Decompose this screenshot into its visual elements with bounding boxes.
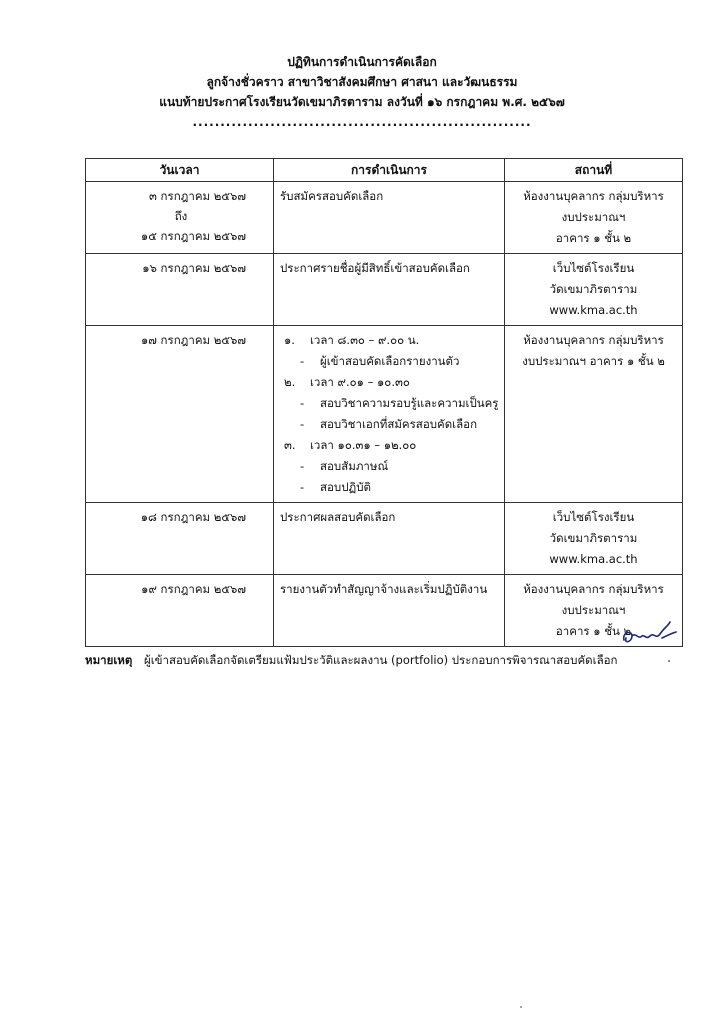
step-sub-text: สอบวิชาความรอบรู้และความเป็นครู bbox=[320, 396, 499, 410]
step-sub-text: ผู้เข้าสอบคัดเลือกรายงานตัว bbox=[320, 354, 460, 368]
table-row bbox=[86, 326, 683, 503]
place-text: ห้องงานบุคลากร กลุ่มบริหาร bbox=[523, 333, 664, 347]
date-cell bbox=[86, 503, 274, 575]
place-text: อาคาร ๑ ชั้น ๒ bbox=[555, 231, 632, 245]
date-text: ๑๕ กรกฎาคม ๒๕๖๗ bbox=[140, 229, 246, 243]
handwritten-signature bbox=[618, 618, 682, 650]
action-cell: ประกาศผลสอบคัดเลือก bbox=[274, 503, 505, 575]
place-text: วัดเขมาภิรตาราม bbox=[549, 531, 638, 545]
step-sub-item bbox=[280, 414, 500, 435]
table-row bbox=[86, 503, 683, 575]
place-text: เว็บไซต์โรงเรียน bbox=[552, 261, 635, 275]
step-sub-item bbox=[280, 393, 500, 414]
place-text: เว็บไซต์โรงเรียน bbox=[552, 510, 635, 524]
document-header bbox=[0, 52, 724, 130]
step-item bbox=[280, 372, 500, 393]
column-header-action: การดำเนินการ bbox=[274, 159, 505, 182]
place-cell bbox=[505, 182, 683, 254]
scan-speck bbox=[668, 660, 670, 662]
date-text: ๑๖ กรกฎาคม ๒๕๖๗ bbox=[142, 261, 246, 275]
action-cell: ประกาศรายชื่อผู้มีสิทธิ์เข้าสอบคัดเลือก bbox=[274, 254, 505, 326]
step-time: เวลา ๙.๐๑ – ๑๐.๓๐ bbox=[310, 375, 410, 389]
place-text: ห้องงานบุคลากร กลุ่มบริหาร bbox=[523, 189, 664, 203]
header-attachment-line: แนบท้ายประกาศโรงเรียนวัดเขมาภิรตาราม ลงวันที่ ๑๖ กรกฎาคม พ.ศ. ๒๕๖๗ bbox=[159, 95, 565, 109]
date-cell bbox=[86, 575, 274, 647]
step-number: ๓. bbox=[284, 438, 296, 452]
header-subtitle: ลูกจ้างชั่วคราว สาขาวิชาสังคมศึกษา ศาสนา และวัฒนธรรม bbox=[206, 75, 518, 89]
table-row bbox=[86, 575, 683, 647]
place-cell bbox=[505, 503, 683, 575]
table-row bbox=[86, 182, 683, 254]
date-cell bbox=[86, 182, 274, 254]
date-text: ถึง bbox=[174, 209, 188, 223]
step-sub-item bbox=[280, 351, 500, 372]
place-text: งบประมาณฯ bbox=[561, 603, 626, 617]
step-item bbox=[280, 330, 500, 351]
footnote-label: หมายเหตุ bbox=[85, 653, 133, 667]
step-number: ๒. bbox=[284, 375, 296, 389]
place-text: อาคาร ๑ ชั้น ๒ bbox=[555, 624, 632, 638]
action-cell: รับสมัครสอบคัดเลือก bbox=[274, 182, 505, 254]
place-cell bbox=[505, 326, 683, 503]
header-dotted-line: ............................................................. bbox=[192, 115, 532, 129]
place-cell bbox=[505, 254, 683, 326]
dash-bullet: - bbox=[300, 480, 305, 494]
step-item bbox=[280, 435, 500, 456]
date-text: ๓ กรกฎาคม ๒๕๖๗ bbox=[149, 189, 246, 203]
place-url: www.kma.ac.th bbox=[549, 552, 638, 566]
step-sub-item bbox=[280, 456, 500, 477]
step-sub-text: สอบสัมภาษณ์ bbox=[320, 459, 389, 473]
table-row bbox=[86, 254, 683, 326]
scan-speck bbox=[520, 1006, 522, 1008]
date-text: ๑๗ กรกฎาคม ๒๕๖๗ bbox=[140, 333, 246, 347]
column-header-datetime: วันเวลา bbox=[86, 159, 274, 182]
date-cell bbox=[86, 326, 274, 503]
step-sub-text: สอบปฏิบัติ bbox=[320, 480, 372, 494]
step-time: เวลา ๑๐.๓๑ – ๑๒.๐๐ bbox=[310, 438, 417, 452]
place-text: งบประมาณฯ bbox=[561, 210, 626, 224]
footnote-text: ผู้เข้าสอบคัดเลือกจัดเตรียมแฟ้มประวัติและผลงาน (portfolio) ประกอบการพิจารณาสอบคัดเลือก bbox=[144, 653, 618, 667]
dash-bullet: - bbox=[300, 396, 305, 410]
place-text: ห้องงานบุคลากร กลุ่มบริหาร bbox=[523, 582, 664, 596]
schedule-table bbox=[85, 158, 683, 647]
date-text: ๑๘ กรกฎาคม ๒๕๖๗ bbox=[140, 510, 246, 524]
table-header-row bbox=[86, 159, 683, 182]
dash-bullet: - bbox=[300, 417, 305, 431]
date-cell bbox=[86, 254, 274, 326]
place-url: www.kma.ac.th bbox=[549, 303, 638, 317]
step-sub-text: สอบวิชาเอกที่สมัครสอบคัดเลือก bbox=[320, 417, 478, 431]
action-cell bbox=[274, 326, 505, 503]
step-number: ๑. bbox=[284, 333, 295, 347]
date-text: ๑๙ กรกฎาคม ๒๕๖๗ bbox=[141, 582, 246, 596]
step-sub-item bbox=[280, 477, 500, 498]
dash-bullet: - bbox=[300, 459, 305, 473]
place-text: วัดเขมาภิรตาราม bbox=[549, 282, 638, 296]
footnote bbox=[85, 652, 618, 670]
header-title: ปฏิทินการดำเนินการคัดเลือก bbox=[287, 55, 437, 69]
dash-bullet: - bbox=[300, 354, 305, 368]
step-time: เวลา ๘.๓๐ – ๙.๐๐ น. bbox=[310, 333, 420, 347]
column-header-place: สถานที่ bbox=[505, 159, 683, 182]
place-text: งบประมาณฯ อาคาร ๑ ชั้น ๒ bbox=[522, 354, 665, 368]
action-cell: รายงานตัวทำสัญญาจ้างและเริ่มปฏิบัติงาน bbox=[274, 575, 505, 647]
